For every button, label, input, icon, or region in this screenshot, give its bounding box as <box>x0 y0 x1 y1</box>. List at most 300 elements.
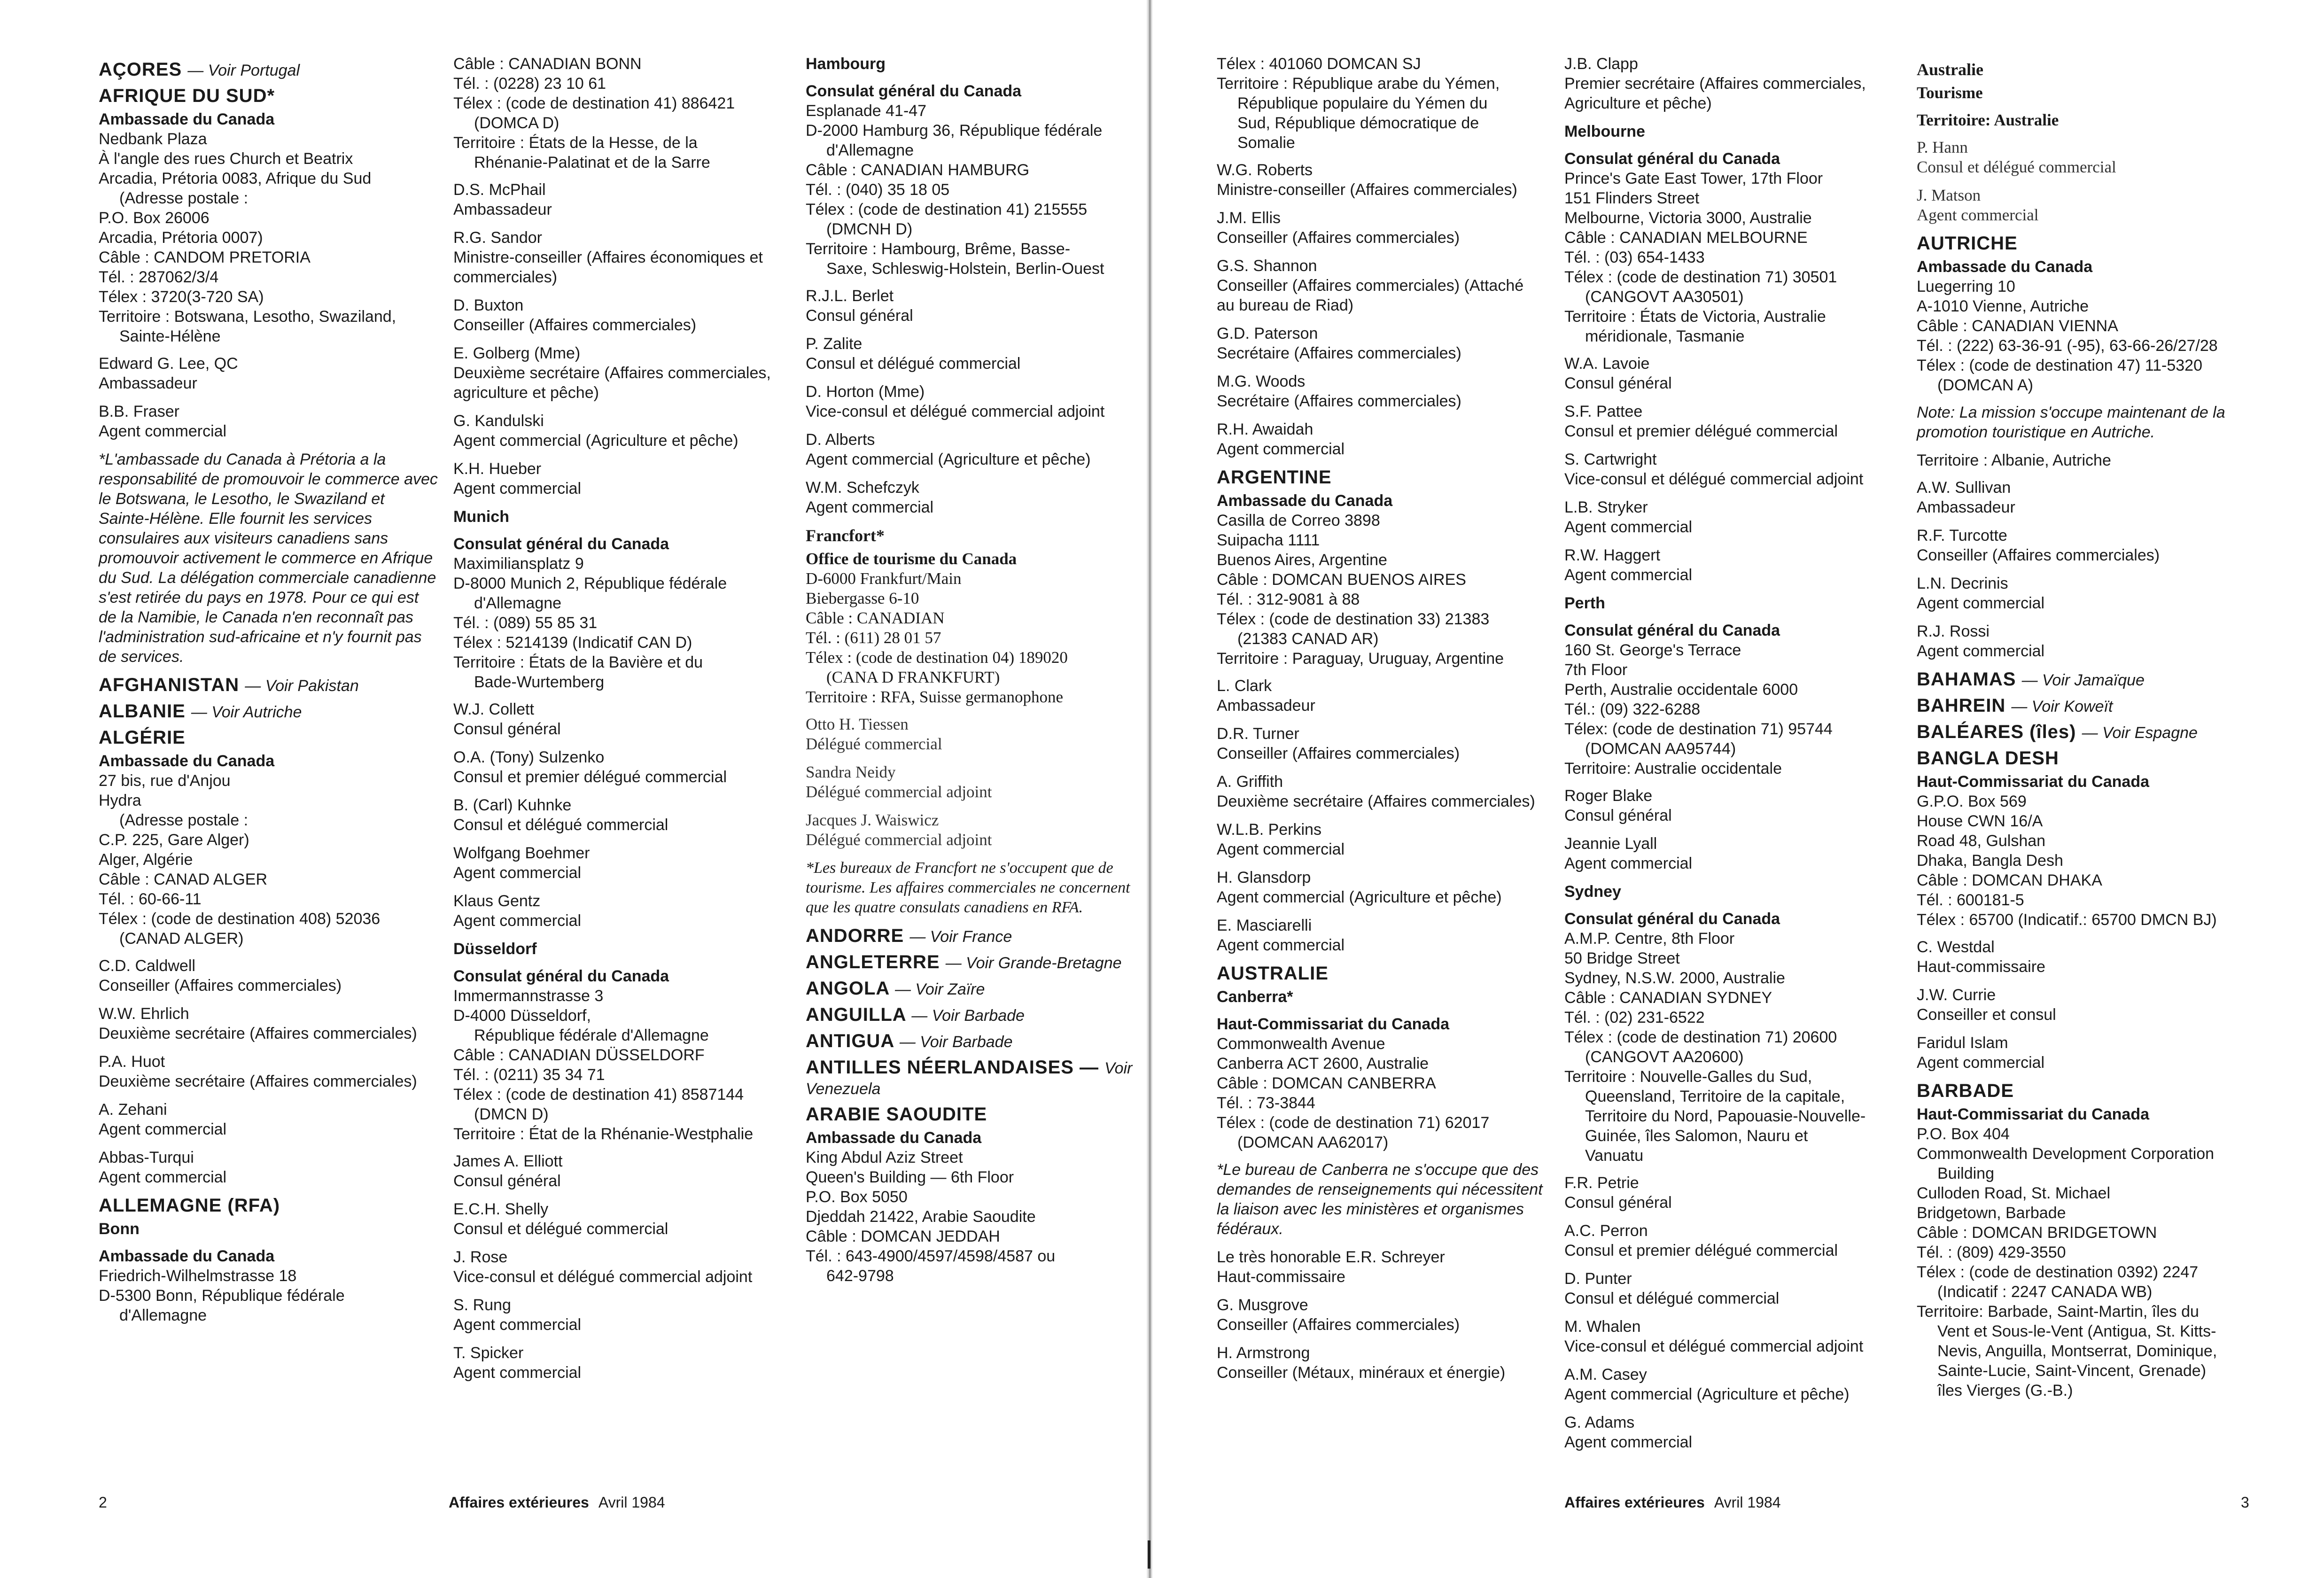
staff-entry <box>1564 497 1903 537</box>
staff-role: Consul et délégué commercial <box>453 816 668 834</box>
address-line: Immermannstrasse 3 <box>453 987 604 1005</box>
see-also-reference: — Voir Pakistan <box>245 677 359 695</box>
staff-entry <box>1217 1343 1546 1383</box>
staff-entry <box>1564 786 1903 825</box>
staff-role: Secrétaire (Affaires commerciales) <box>1217 392 1461 410</box>
country-name: BAHAMAS <box>1917 669 2016 690</box>
address-line: Câble : CANAD ALGER <box>99 871 268 888</box>
staff-name: M. Whalen <box>1564 1318 1641 1336</box>
staff-role: Agent commercial <box>1917 206 2039 224</box>
address-line: P.O. Box 5050 <box>806 1188 908 1206</box>
left-footer-date: Avril 1984 <box>598 1494 665 1511</box>
staff-role: Agent commercial <box>1917 594 2045 612</box>
right-column-1 <box>1217 54 1546 1391</box>
mission-title: Perth <box>1564 594 1605 612</box>
mission-title: Melbourne <box>1564 123 1645 140</box>
address-line: (Indicatif : 2247 CANADA WB) <box>1937 1283 2153 1301</box>
staff-entry <box>1217 160 1546 200</box>
spine-mark <box>1148 1540 1150 1569</box>
address-line: méridionale, Tasmanie <box>1585 327 1745 345</box>
staff-role: Vice-consul et délégué commercial adjoint <box>1564 1337 1864 1355</box>
mission-block <box>1917 83 2255 103</box>
country-heading <box>99 728 439 747</box>
mission-title: Düsseldorf <box>453 940 537 958</box>
staff-name: D. Buxton <box>453 296 524 314</box>
address-line: Biebergasse 6-10 <box>806 589 919 607</box>
address-line: Tél. : (222) 63-36-91 (-95), 63-66-26/27/28 <box>1917 337 2218 355</box>
address-line: À l'angle des rues Church et Beatrix <box>99 150 353 168</box>
mission-block <box>453 534 794 692</box>
staff-entry <box>1217 772 1546 811</box>
country-heading <box>99 675 439 696</box>
staff-entry <box>99 1148 439 1187</box>
country-name: BAHREIN <box>1917 695 2006 716</box>
staff-role: Agent commercial <box>1217 440 1345 458</box>
mission-title: Consulat général du Canada <box>1564 910 1780 928</box>
staff-name: H. Armstrong <box>1217 1344 1310 1362</box>
staff-role: Agent commercial <box>1217 936 1345 954</box>
country-name: ANTILLES NÉERLANDAISES — <box>806 1057 1099 1078</box>
address-line: République fédérale d'Allemagne <box>474 1026 709 1044</box>
staff-entry <box>806 810 1146 850</box>
staff-name: Sandra Neidy <box>806 763 896 781</box>
address-line: 50 Bridge Street <box>1564 949 1680 967</box>
staff-name: F.R. Petrie <box>1564 1174 1639 1192</box>
mission-block <box>806 54 1146 74</box>
country-name: AUSTRALIE <box>1217 963 1329 984</box>
country-heading <box>1917 60 2255 79</box>
staff-role: Consul général <box>806 307 913 325</box>
staff-role: Deuxième secrétaire (Affaires commerciales) <box>1217 793 1535 810</box>
staff-name: D. Horton (Mme) <box>806 383 925 401</box>
mission-title: Haut-Commissariat du Canada <box>1217 1015 1449 1033</box>
left-footer <box>449 1494 665 1511</box>
staff-role: Agent commercial (Agriculture et pêche) <box>1217 888 1502 906</box>
staff-name: S. Cartwright <box>1564 451 1657 468</box>
address-line: Dhaka, Bangla Desh <box>1917 852 2063 870</box>
staff-name: T. Spicker <box>453 1344 524 1362</box>
mission-title: Bonn <box>99 1220 140 1238</box>
address-line: Tél. : (02) 231-6522 <box>1564 1009 1705 1026</box>
country-name: ANDORRE <box>806 925 904 946</box>
mission-block <box>806 549 1146 707</box>
address-line: Bade-Wurtemberg <box>474 673 605 691</box>
mission-block <box>1917 1104 2255 1400</box>
address-line: Territoire : États de la Hesse, de la <box>453 134 698 152</box>
staff-name: H. Glansdorp <box>1217 869 1311 886</box>
staff-name: R.G. Sandor <box>453 229 542 247</box>
staff-entry <box>1564 1173 1903 1213</box>
mission-title: Haut-Commissariat du Canada <box>1917 773 2149 791</box>
address-line: (DOMCAN AA62017) <box>1237 1134 1389 1151</box>
address-line: 642-9798 <box>826 1267 894 1285</box>
staff-role: Haut-commissaire <box>1917 958 2045 976</box>
country-name: ARABIE SAOUDITE <box>806 1104 987 1125</box>
mission-title: Tourisme <box>1917 84 1983 102</box>
staff-entry <box>453 1247 794 1287</box>
staff-entry <box>453 180 794 219</box>
mission-title: Consulat général du Canada <box>453 967 669 985</box>
address-line: Tél. : (0211) 35 34 71 <box>453 1066 605 1084</box>
address-line: Câble : CANADIAN SYDNEY <box>1564 989 1772 1007</box>
staff-role: Consul général <box>1564 1194 1672 1212</box>
staff-role: Agent commercial <box>1917 1054 2045 1072</box>
staff-name: W.J. Collett <box>453 700 534 718</box>
staff-role: Conseiller (Affaires commerciales) <box>1217 1316 1460 1334</box>
mission-block <box>806 81 1146 279</box>
staff-name: G.D. Paterson <box>1217 325 1318 342</box>
staff-role: Ministre-conseiller (Affaires commerciales) <box>1217 181 1517 199</box>
staff-name: P. Zalite <box>806 335 863 353</box>
staff-entry <box>453 459 794 498</box>
staff-name: J.W. Currie <box>1917 986 1996 1004</box>
address-line: (Adresse postale : <box>119 189 249 207</box>
staff-name: Wolfgang Boehmer <box>453 844 590 862</box>
staff-entry <box>1564 1317 1903 1356</box>
staff-name: L.B. Stryker <box>1564 498 1648 516</box>
staff-name: S. Rung <box>453 1296 511 1314</box>
staff-entry <box>1564 54 1903 113</box>
address-line: Territoire: Barbade, Saint-Martin, îles du <box>1917 1303 2199 1321</box>
staff-role: Délégué commercial <box>806 735 942 753</box>
address-line: Télex: (code de destination 71) 95744 <box>1564 720 1833 738</box>
mission-title: Ambassade du Canada <box>99 110 275 128</box>
staff-name: Abbas-Turqui <box>99 1149 194 1166</box>
staff-role: Ambassadeur <box>1217 697 1315 715</box>
staff-name: O.A. (Tony) Sulzenko <box>453 748 605 766</box>
staff-entry <box>453 795 794 835</box>
address-line: Télex : (code de destination 0392) 2247 <box>1917 1263 2199 1281</box>
address-line: Câble : DOMCAN DHAKA <box>1917 871 2102 889</box>
country-heading <box>806 1005 1146 1026</box>
address-line: P.O. Box 26006 <box>99 209 210 227</box>
mission-title: Consulat général du Canada <box>1564 622 1780 639</box>
staff-name: Otto H. Tiessen <box>806 715 909 733</box>
staff-name: G. Kandulski <box>453 412 544 430</box>
address-line: Sainte-Lucie, Saint-Vincent, Grenade) <box>1937 1362 2207 1380</box>
address-line: Télex : 401060 DOMCAN SJ <box>1217 55 1421 73</box>
staff-entry <box>1217 372 1546 411</box>
staff-role: Agent commercial <box>453 1316 582 1334</box>
right-column-2 <box>1564 54 1903 1461</box>
staff-entry <box>1917 574 2255 613</box>
mission-title: Hambourg <box>806 55 886 73</box>
staff-role: Agent commercial (Agriculture et pêche) <box>806 451 1091 468</box>
staff-role: Ambassadeur <box>1917 498 2015 516</box>
staff-entry <box>1564 354 1903 393</box>
staff-role: Consul et premier délégué commercial <box>453 768 727 786</box>
address-line: Vent et Sous-le-Vent (Antigua, St. Kitts- <box>1937 1322 2216 1340</box>
staff-entry <box>1564 834 1903 873</box>
address-line: Tél. : (040) 35 18 05 <box>806 181 950 199</box>
address-line: (CANA D FRANKFURT) <box>826 668 1000 686</box>
footnote: *Le bureau de Canberra ne s'occupe que des demandes de renseignements qui nécessitent la liaison avec les ministères et organismes fédéraux. <box>1217 1161 1543 1238</box>
staff-entry <box>1564 545 1903 585</box>
staff-role: Agent commercial <box>99 1120 227 1138</box>
country-name: Francfort* <box>806 526 885 545</box>
staff-role: Agent commercial <box>1564 566 1693 584</box>
staff-name: W.M. Schefczyk <box>806 479 919 497</box>
staff-role: Ambassadeur <box>453 201 552 218</box>
staff-entry <box>1917 622 2255 661</box>
staff-name: B.B. Fraser <box>99 403 179 420</box>
book-spine <box>1146 0 1153 1578</box>
staff-role: Agent commercial <box>99 1168 227 1186</box>
staff-name: J. Rose <box>453 1248 508 1266</box>
staff-entry <box>1917 1033 2255 1073</box>
staff-role: Conseiller (Affaires commerciales) <box>99 977 342 995</box>
see-also-reference: — Voir Jamaïque <box>2021 671 2145 689</box>
country-heading <box>806 1104 1146 1124</box>
see-also-reference: — Voir Zaïre <box>894 980 985 998</box>
staff-entry <box>453 1151 794 1191</box>
address-line: Territoire : Paraguay, Uruguay, Argentine <box>1217 650 1504 668</box>
address-line: Bridgetown, Barbade <box>1917 1204 2066 1222</box>
mission-block <box>99 751 439 948</box>
address-line: Tél. : 600181-5 <box>1917 891 2024 909</box>
staff-entry <box>1217 916 1546 955</box>
address-line: Sainte-Hélène <box>119 327 221 345</box>
country-name: ALLEMAGNE (RFA) <box>99 1195 280 1216</box>
staff-entry <box>1217 868 1546 907</box>
staff-entry <box>99 956 439 995</box>
staff-entry <box>453 228 794 287</box>
mission-block <box>453 54 794 172</box>
country-name: ALBANIE <box>99 701 186 722</box>
address-line: d'Allemagne <box>119 1306 207 1324</box>
address-line: (21383 CANAD AR) <box>1237 630 1379 648</box>
staff-entry <box>453 747 794 787</box>
staff-role: Premier secrétaire (Affaires commerciales, Agriculture et pêche) <box>1564 75 1866 112</box>
address-line: Arcadia, Prétoria 0007) <box>99 229 263 247</box>
staff-role: Consul général <box>453 1172 561 1190</box>
staff-entry <box>1217 324 1546 363</box>
staff-role: Ambassadeur <box>99 374 197 392</box>
left-page-number: 2 <box>99 1494 107 1511</box>
staff-entry <box>99 402 439 441</box>
address-line: Melbourne, Victoria 3000, Australie <box>1564 209 1812 227</box>
staff-role: Agent commercial <box>1564 518 1693 536</box>
mission-block <box>1564 882 1903 902</box>
address-line: Câble : CANADIAN <box>806 609 945 627</box>
staff-entry <box>1564 1413 1903 1452</box>
country-name: AÇORES <box>99 59 182 80</box>
address-line: A.M.P. Centre, 8th Floor <box>1564 930 1735 948</box>
country-heading <box>806 526 1146 545</box>
country-heading <box>1917 722 2255 743</box>
mission-block <box>1217 987 1546 1007</box>
address-line: 7th Floor <box>1564 661 1628 679</box>
address-line: G.P.O. Box 569 <box>1917 793 2027 810</box>
mission-block <box>1917 451 2255 470</box>
staff-role: Deuxième secrétaire (Affaires commerciales, agriculture et pêche) <box>453 364 771 402</box>
address-line: (DOMCAN AA95744) <box>1585 740 1736 758</box>
staff-role: Secrétaire (Affaires commerciales) <box>1217 344 1461 362</box>
country-name: ALGÉRIE <box>99 727 186 748</box>
address-line: Tél. : (611) 28 01 57 <box>806 629 941 647</box>
country-name: AFRIQUE DU SUD* <box>99 86 275 106</box>
staff-role: Deuxième secrétaire (Affaires commerciales) <box>99 1073 417 1090</box>
staff-entry <box>99 1052 439 1091</box>
address-line: Territoire : Nouvelle-Galles du Sud, <box>1564 1068 1812 1086</box>
address-line: Perth, Australie occidentale 6000 <box>1564 681 1798 699</box>
staff-name: D.R. Turner <box>1217 725 1299 743</box>
country-heading <box>99 1196 439 1215</box>
address-line: Territoire du Nord, Papouasie-Nouvelle- <box>1585 1107 1866 1125</box>
staff-name: Jacques J. Waiswicz <box>806 811 939 829</box>
address-line: Arcadia, Prétoria 0083, Afrique du Sud <box>99 170 372 187</box>
staff-entry <box>1917 138 2255 177</box>
country-heading <box>806 926 1146 947</box>
address-line: Nedbank Plaza <box>99 130 207 148</box>
address-line: Maximiliansplatz 9 <box>453 555 584 573</box>
address-line: Territoire : Botswana, Lesotho, Swaziland, <box>99 308 396 326</box>
mission-title: Consulat général du Canada <box>806 82 1022 100</box>
staff-name: James A. Elliott <box>453 1152 563 1170</box>
staff-entry <box>1917 526 2255 565</box>
right-footer-publication: Affaires extérieures <box>1564 1494 1705 1511</box>
staff-role: Conseiller (Métaux, minéraux et énergie) <box>1217 1364 1506 1382</box>
staff-name: R.W. Haggert <box>1564 546 1661 564</box>
staff-role: Agent commercial <box>453 1364 582 1382</box>
address-line: Vanuatu <box>1585 1147 1644 1165</box>
country-name: BANGLA DESH <box>1917 748 2059 769</box>
address-line: République populaire du Yémen du <box>1237 94 1488 112</box>
address-line: King Abdul Aziz Street <box>806 1149 963 1166</box>
mission-title: Territoire: Australie <box>1917 111 2059 129</box>
address-line: Câble : DOMCAN BUENOS AIRES <box>1217 571 1466 589</box>
country-heading <box>806 952 1146 973</box>
address-line: (CANGOVT AA20600) <box>1585 1048 1744 1066</box>
see-also-reference: — Voir Grande-Bretagne <box>945 954 1122 972</box>
address-line: Territoire : RFA, Suisse germanophone <box>806 688 1064 706</box>
address-line: House CWN 16/A <box>1917 812 2043 830</box>
address-line: (Adresse postale : <box>119 811 249 829</box>
address-line: Télex : (code de destination 41) 8587144 <box>453 1086 744 1104</box>
address-line: Câble : CANDOM PRETORIA <box>99 249 311 266</box>
address-line: Télex : (code de destination 41) 886421 <box>453 94 735 112</box>
mission-block <box>1217 1014 1546 1152</box>
mission-block <box>99 1246 439 1325</box>
staff-name: D.S. McPhail <box>453 181 546 199</box>
mission-block <box>99 109 439 346</box>
address-line: (CANAD ALGER) <box>119 930 244 948</box>
staff-name: K.H. Hueber <box>453 460 542 478</box>
country-name: BALÉARES (îles) <box>1917 722 2076 742</box>
staff-name: A.M. Casey <box>1564 1366 1647 1384</box>
mission-title: Ambassade du Canada <box>1917 258 2093 276</box>
staff-entry <box>1217 724 1546 763</box>
mission-block <box>1564 621 1903 778</box>
address-line: Câble : CANADIAN DÜSSELDORF <box>453 1046 705 1064</box>
staff-name: Roger Blake <box>1564 787 1653 805</box>
country-heading <box>1217 467 1546 487</box>
footnote: *Les bureaux de Francfort ne s'occupent que de tourisme. Les affaires commerciales ne concernent que les quatre consulats canadiens en RFA. <box>806 859 1130 916</box>
address-line: Télex : (code de destination 41) 215555 <box>806 201 1088 218</box>
address-line: (DOMCA D) <box>474 114 560 132</box>
staff-name: Faridul Islam <box>1917 1034 2008 1052</box>
mission-title: Haut-Commissariat du Canada <box>1917 1105 2149 1123</box>
staff-role: Agent commercial <box>806 498 934 516</box>
staff-name: S.F. Pattee <box>1564 403 1643 420</box>
staff-entry <box>1564 1365 1903 1404</box>
staff-role: Délégué commercial adjoint <box>806 783 992 801</box>
staff-name: R.J.L. Berlet <box>806 287 894 305</box>
staff-role: Agent commercial (Agriculture et pêche) <box>1564 1385 1850 1403</box>
staff-entry <box>99 1004 439 1043</box>
staff-entry <box>1217 1295 1546 1335</box>
staff-entry <box>1564 450 1903 489</box>
address-line: (DOMCAN A) <box>1937 376 2033 394</box>
staff-role: Vice-consul et délégué commercial adjoint <box>453 1268 753 1286</box>
address-line: Télex : (code de destination 71) 20600 <box>1564 1028 1837 1046</box>
address-line: Building <box>1937 1165 1994 1182</box>
mission-title: Ambassade du Canada <box>99 1247 275 1265</box>
staff-name: L.N. Decrinis <box>1917 575 2008 592</box>
address-line: D-8000 Munich 2, République fédérale <box>453 575 727 592</box>
staff-name: E.C.H. Shelly <box>453 1200 549 1218</box>
address-line: Casilla de Correo 3898 <box>1217 512 1380 529</box>
address-line: Télex : 65700 (Indicatif.: 65700 DMCN BJ) <box>1917 911 2217 929</box>
staff-role: Conseiller et consul <box>1917 1006 2056 1024</box>
staff-name: D. Alberts <box>806 431 875 449</box>
staff-name: R.J. Rossi <box>1917 622 1990 640</box>
address-line: Tél. : 312-9081 à 88 <box>1217 591 1360 608</box>
mission-block <box>453 939 794 959</box>
mission-block <box>806 1128 1146 1286</box>
staff-name: E. Golberg (Mme) <box>453 344 581 362</box>
see-also-reference: Voir Venezuela <box>806 1059 1133 1098</box>
country-name: ANGLETERRE <box>806 952 940 972</box>
staff-role: Conseiller (Affaires commerciales) <box>453 316 697 334</box>
address-line: Saxe, Schleswig-Holstein, Berlin-Ouest <box>826 260 1104 278</box>
address-line: (DMCN D) <box>474 1105 549 1123</box>
staff-entry <box>99 354 439 393</box>
see-also-reference: — Voir Espagne <box>2082 724 2198 742</box>
address-line: Tél. : (809) 429-3550 <box>1917 1244 2066 1261</box>
staff-role: Consul et premier délégué commercial <box>1564 1242 1838 1259</box>
address-line: Queen's Building — 6th Floor <box>806 1168 1014 1186</box>
mission-title: Ambassade du Canada <box>806 1129 982 1147</box>
staff-role: Conseiller (Affaires commerciales) <box>1917 546 2160 564</box>
see-also-reference: — Voir Autriche <box>191 703 302 721</box>
address-line: Câble : CANADIAN HAMBURG <box>806 161 1030 179</box>
staff-name: J. Matson <box>1917 186 1981 204</box>
address-line: Road 48, Gulshan <box>1917 832 2046 850</box>
country-heading <box>806 979 1146 999</box>
staff-name: W.L.B. Perkins <box>1217 821 1321 839</box>
mission-block <box>453 507 794 527</box>
address-line: C.P. 225, Gare Alger) <box>99 831 249 849</box>
country-heading <box>1217 964 1546 983</box>
country-heading <box>1917 1081 2255 1101</box>
staff-role: Agent commercial (Agriculture et pêche) <box>453 432 738 450</box>
mission-title: Ambassade du Canada <box>1217 492 1393 510</box>
mission-block <box>1564 149 1903 346</box>
staff-name: E. Masciarelli <box>1217 917 1312 934</box>
address-line: Alger, Algérie <box>99 851 193 869</box>
staff-entry <box>1917 478 2255 517</box>
see-also-reference: — Voir France <box>909 928 1012 946</box>
address-line: Câble : DOMCAN BRIDGETOWN <box>1917 1224 2157 1242</box>
country-name: BARBADE <box>1917 1081 2014 1101</box>
mission-title: Munich <box>453 508 509 526</box>
address-line: Câble : DOMCAN JEDDAH <box>806 1228 1000 1245</box>
address-line: D-6000 Frankfurt/Main <box>806 569 962 588</box>
address-line: Tél. : (03) 654-1433 <box>1564 249 1705 266</box>
address-line: Tél. : 643-4900/4597/4598/4587 ou <box>806 1247 1056 1265</box>
address-line: Télex : (code de destination 71) 62017 <box>1217 1114 1490 1132</box>
